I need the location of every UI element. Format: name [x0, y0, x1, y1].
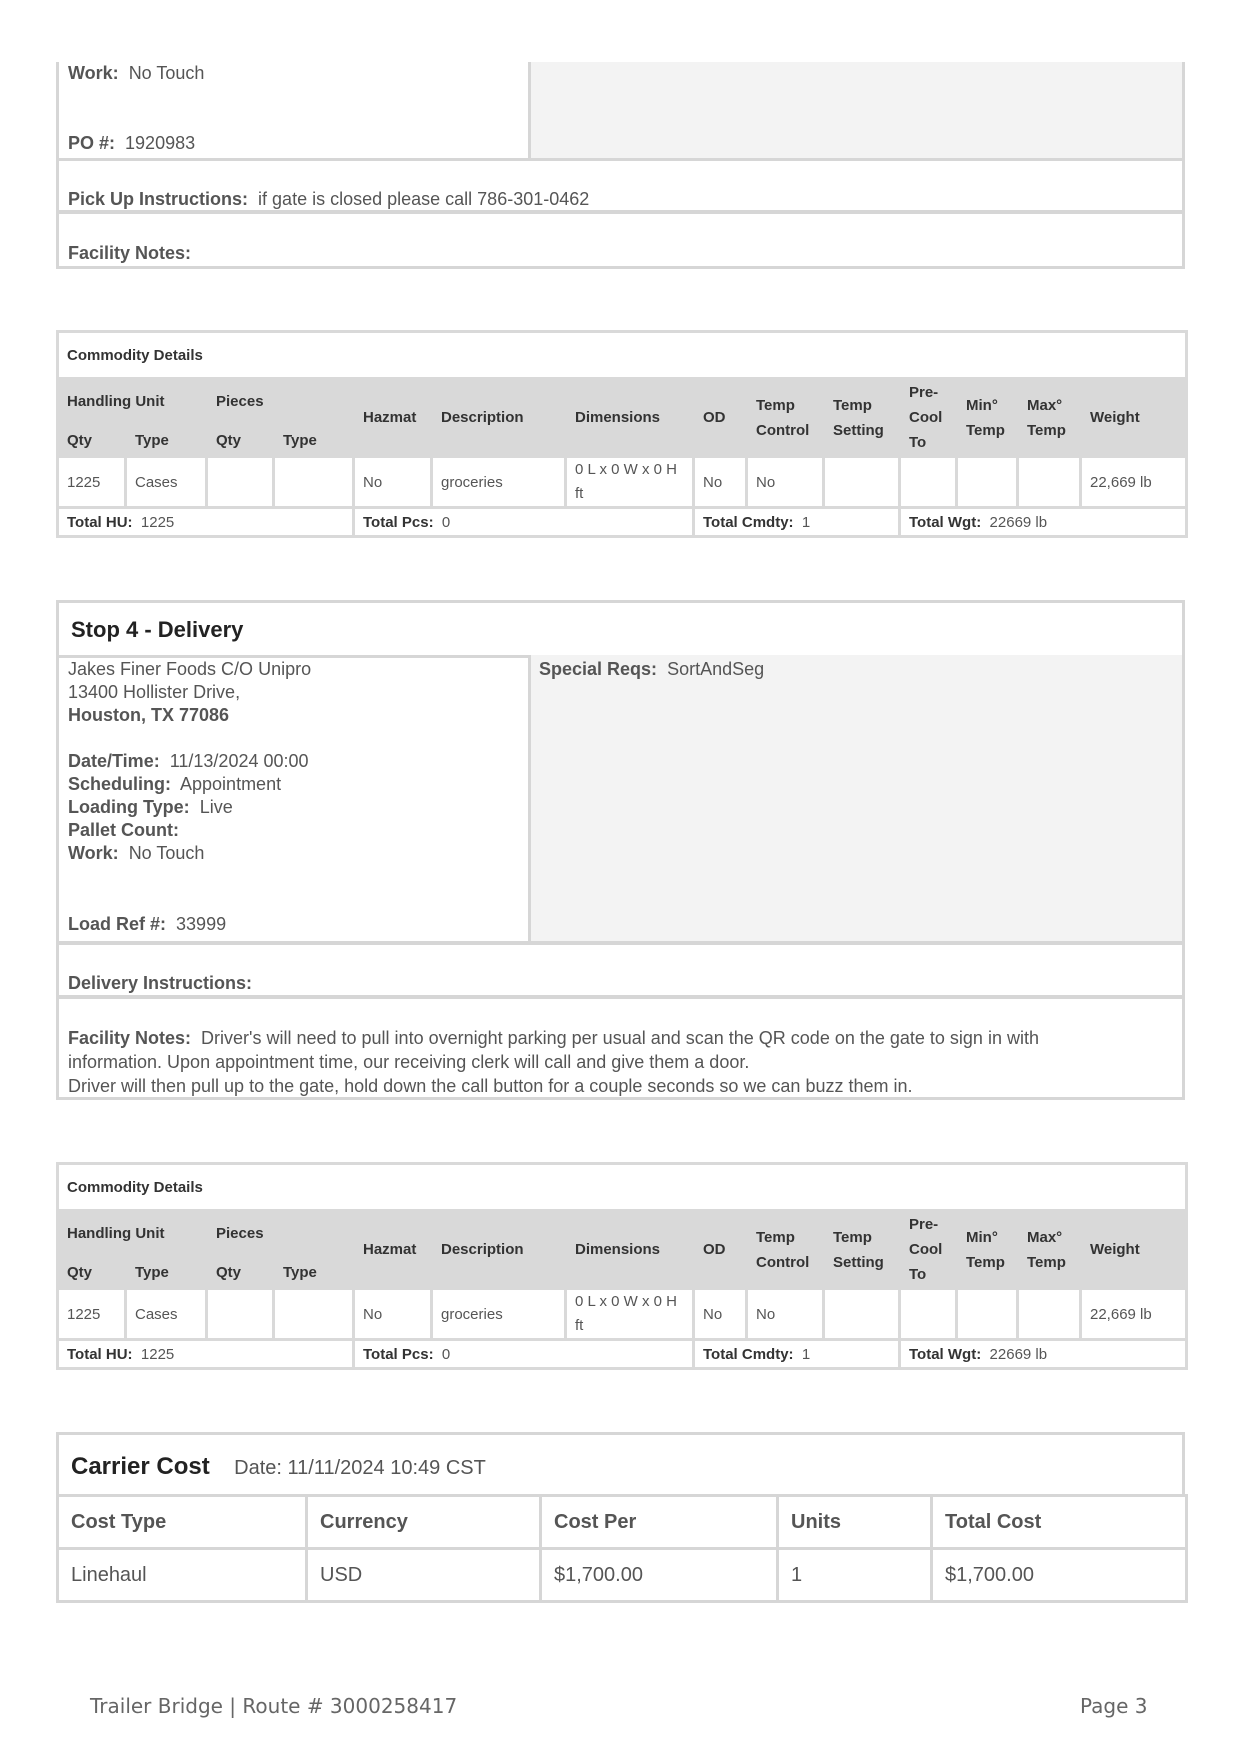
stop4-address	[68, 658, 311, 727]
cell-total-cost: $1,700.00	[932, 1549, 1187, 1602]
cell-temp-control: No	[747, 1289, 824, 1340]
cell-temp-setting	[824, 457, 900, 508]
cell-od: No	[694, 1289, 747, 1340]
col-temp-setting: Temp Setting	[824, 1211, 900, 1289]
col-precool: Pre-Cool To	[900, 379, 957, 457]
stop4-schedule	[68, 750, 309, 865]
col-weight: Weight	[1081, 1211, 1187, 1289]
col-dimensions: Dimensions	[566, 379, 694, 457]
col-hazmat: Hazmat	[354, 1211, 432, 1289]
carrier-cost-table	[56, 1494, 1188, 1603]
total-hu: Total HU: 1225	[58, 1340, 354, 1369]
col-temp-control: Temp Control	[747, 1211, 824, 1289]
total-cmdty: Total Cmdty: 1	[694, 1340, 900, 1369]
stop3-right-panel	[528, 62, 1182, 160]
commodity-details-2	[56, 1162, 1185, 1370]
stop4-right-panel	[528, 655, 1182, 941]
stop4-title: Stop 4 - Delivery	[71, 617, 244, 642]
col-pieces: Pieces	[207, 379, 354, 425]
stop3-po: PO #: 1920983	[68, 133, 196, 153]
carrier-cost-title: Carrier Cost	[71, 1453, 210, 1480]
cell-temp-setting	[824, 1289, 900, 1340]
col-weight: Weight	[1081, 379, 1187, 457]
cell-pc-type	[274, 457, 354, 508]
total-pcs: Total Pcs: 0	[354, 1340, 694, 1369]
col-currency: Currency	[307, 1496, 541, 1549]
cell-weight: 22,669 lb	[1081, 457, 1187, 508]
cell-dimensions: 0 L x 0 W x 0 H ft	[566, 457, 694, 508]
cell-description: groceries	[432, 1289, 566, 1340]
cell-precool	[900, 1289, 957, 1340]
table-row	[58, 1289, 1187, 1340]
col-temp-setting: Temp Setting	[824, 379, 900, 457]
col-od: OD	[694, 1211, 747, 1289]
total-wgt: Total Wgt: 22669 lb	[900, 1340, 1187, 1369]
table-row	[58, 457, 1187, 508]
cell-hazmat: No	[354, 457, 432, 508]
carrier-cost-table-wrap	[56, 1494, 1185, 1603]
col-pc-type: Type	[274, 1256, 354, 1289]
cell-hu-qty: 1225	[58, 1289, 126, 1340]
col-hu-type: Type	[126, 1256, 207, 1289]
col-hu-qty: Qty	[58, 424, 126, 457]
cell-units: 1	[778, 1549, 932, 1602]
carrier-cost-header-row	[58, 1496, 1187, 1549]
commodity-details-1	[56, 330, 1185, 538]
col-units: Units	[778, 1496, 932, 1549]
stop4-work: Work: No Touch	[68, 843, 205, 863]
carrier-cost-date: Date: 11/11/2024 10:49 CST	[234, 1457, 486, 1479]
col-hu-qty: Qty	[58, 1256, 126, 1289]
total-cmdty: Total Cmdty: 1	[694, 508, 900, 537]
stop3-pickup-instructions: Pick Up Instructions: if gate is closed please call 786-301-0462	[56, 158, 1185, 213]
cell-temp-control: No	[747, 457, 824, 508]
commodity-title: Commodity Details	[58, 332, 1187, 379]
stop4-details-block	[56, 655, 1185, 944]
cell-currency: USD	[307, 1549, 541, 1602]
col-handling-unit: Handling Unit	[58, 379, 207, 425]
col-temp-control: Temp Control	[747, 379, 824, 457]
cell-hu-qty: 1225	[58, 457, 126, 508]
stop3-work: Work: No Touch	[68, 63, 205, 83]
col-min-temp: Min° Temp	[957, 379, 1018, 457]
cell-max-temp	[1018, 1289, 1081, 1340]
stop4-city: Houston, TX 77086	[68, 705, 230, 725]
commodity-table-2	[56, 1162, 1188, 1370]
col-pc-type: Type	[274, 424, 354, 457]
total-hu: Total HU: 1225	[58, 508, 354, 537]
cell-min-temp	[957, 457, 1018, 508]
col-cost-per: Cost Per	[541, 1496, 778, 1549]
cell-pc-type	[274, 1289, 354, 1340]
col-min-temp: Min° Temp	[957, 1211, 1018, 1289]
stop4-load-ref: Load Ref #: 33999	[68, 914, 227, 934]
totals-row	[58, 508, 1187, 537]
col-description: Description	[432, 379, 566, 457]
col-cost-type: Cost Type	[58, 1496, 307, 1549]
cell-od: No	[694, 457, 747, 508]
total-pcs: Total Pcs: 0	[354, 508, 694, 537]
table-row	[58, 1549, 1187, 1602]
col-handling-unit: Handling Unit	[58, 1211, 207, 1257]
col-od: OD	[694, 379, 747, 457]
cell-dimensions: 0 L x 0 W x 0 H ft	[566, 1289, 694, 1340]
cell-hu-type: Cases	[126, 457, 207, 508]
col-max-temp: Max° Temp	[1018, 379, 1081, 457]
col-precool: Pre-Cool To	[900, 1211, 957, 1289]
stop3-details-block	[56, 62, 1185, 160]
stop4-header	[56, 600, 1185, 658]
total-wgt: Total Wgt: 22669 lb	[900, 508, 1187, 537]
col-pieces: Pieces	[207, 1211, 354, 1257]
col-hazmat: Hazmat	[354, 379, 432, 457]
col-total-cost: Total Cost	[932, 1496, 1187, 1549]
commodity-table-1	[56, 330, 1188, 538]
stop4-facility-notes: Facility Notes: Driver's will need to pull into overnight parking per usual and scan the QR code on the gate to sign in with information. Upon appointment time, our receiving clerk will call and give them a door. Driver will then pull up to the gate, hold down the call button for a couple seconds so we can buzz them in.	[56, 996, 1185, 1100]
stop4-special-reqs: Special Reqs: SortAndSeg	[539, 659, 765, 679]
stop4-delivery-instructions: Delivery Instructions:	[56, 942, 1185, 998]
col-max-temp: Max° Temp	[1018, 1211, 1081, 1289]
totals-row	[58, 1340, 1187, 1369]
col-pc-qty: Qty	[207, 1256, 274, 1289]
col-hu-type: Type	[126, 424, 207, 457]
col-description: Description	[432, 1211, 566, 1289]
cell-precool	[900, 457, 957, 508]
footer-page-number: Page 3	[1080, 1694, 1148, 1718]
stop4-loading-type: Loading Type: Live	[68, 797, 233, 817]
col-dimensions: Dimensions	[566, 1211, 694, 1289]
stop4-datetime: Date/Time: 11/13/2024 00:00	[68, 751, 309, 771]
commodity-title: Commodity Details	[58, 1164, 1187, 1211]
cell-min-temp	[957, 1289, 1018, 1340]
cell-hu-type: Cases	[126, 1289, 207, 1340]
footer-route: Trailer Bridge | Route # 3000258417	[90, 1694, 458, 1718]
stop3-facility-notes: Facility Notes:	[56, 211, 1185, 269]
carrier-cost-header	[56, 1432, 1185, 1497]
cell-cost-type: Linehaul	[58, 1549, 307, 1602]
cell-weight: 22,669 lb	[1081, 1289, 1187, 1340]
cell-description: groceries	[432, 457, 566, 508]
cell-pc-qty	[207, 457, 274, 508]
cell-cost-per: $1,700.00	[541, 1549, 778, 1602]
stop4-scheduling: Scheduling: Appointment	[68, 774, 282, 794]
stop4-street: 13400 Hollister Drive,	[68, 682, 241, 702]
cell-max-temp	[1018, 457, 1081, 508]
cell-hazmat: No	[354, 1289, 432, 1340]
col-pc-qty: Qty	[207, 424, 274, 457]
stop4-company: Jakes Finer Foods C/O Unipro	[68, 659, 312, 679]
stop4-pallet-count: Pallet Count:	[68, 820, 179, 840]
cell-pc-qty	[207, 1289, 274, 1340]
